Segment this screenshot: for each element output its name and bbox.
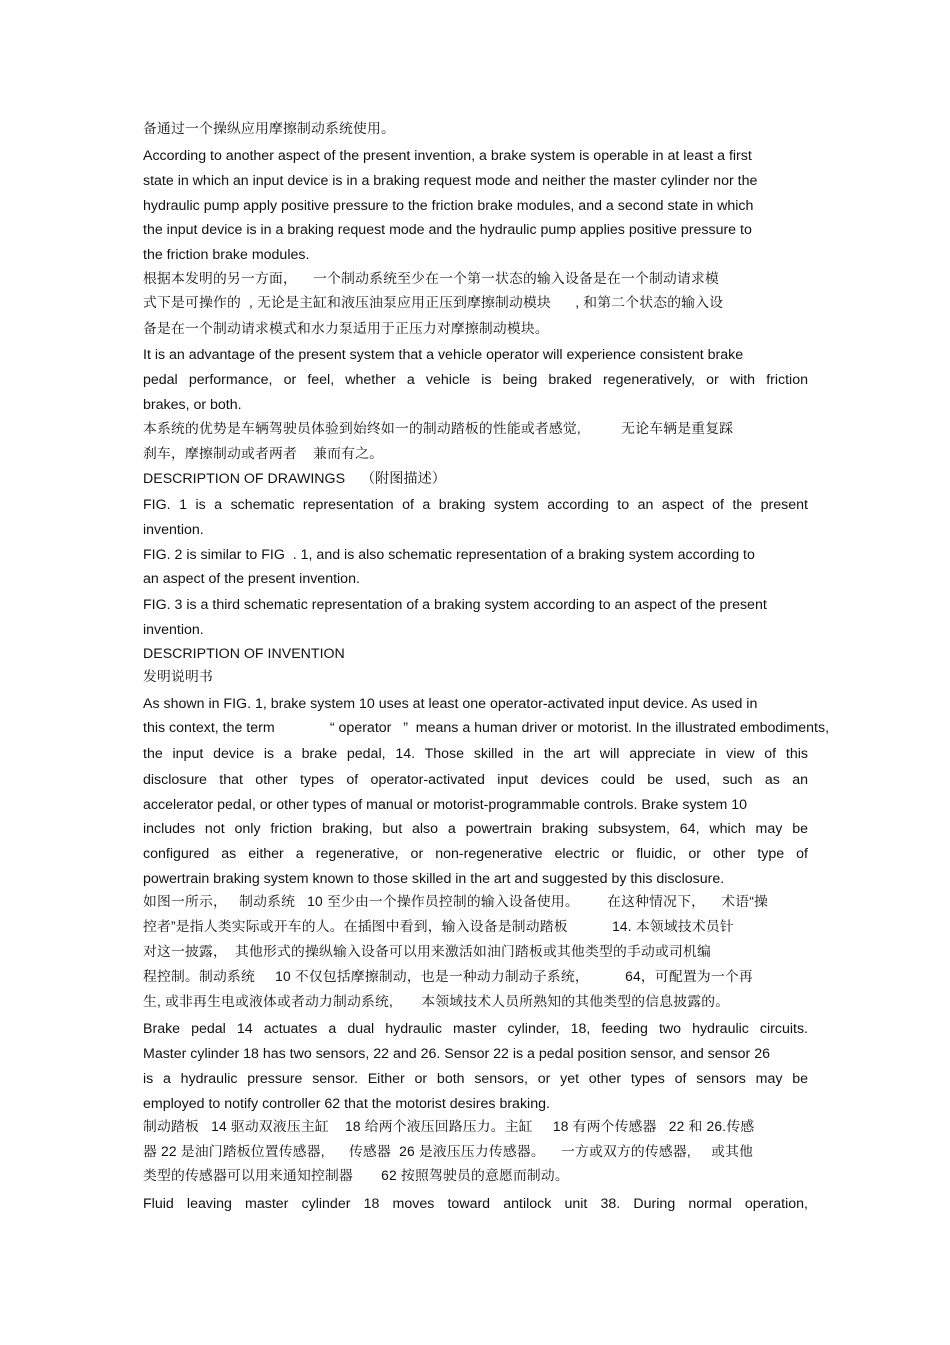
text-line: pedal performance, or feel, whether a vehicle is being braked regeneratively, or with friction	[143, 372, 808, 388]
text-line: Master cylinder 18 has two sensors, 22 and 26. Sensor 22 is a pedal position sensor, and sensor 26	[143, 1046, 770, 1062]
text-line: powertrain braking system known to those skilled in the art and suggested by this disclosure.	[143, 871, 725, 887]
text-line: FIG. 2 is similar to FIG . 1, and is also schematic representation of a braking system according to	[143, 547, 755, 563]
text-line: It is an advantage of the present system that a vehicle operator will experience consistent brake	[143, 347, 744, 363]
text-line: 器 22 是油门踏板位置传感器, 传感器 26 是液压压力传感器。 一方或双方的传感器, 或其他	[143, 1144, 754, 1159]
text-line: As shown in FIG. 1, brake system 10 uses at least one operator-activated input device. As used in	[143, 696, 758, 712]
section-heading: DESCRIPTION OF DRAWINGS （附图描述）	[143, 471, 446, 487]
text-line: the friction brake modules.	[143, 247, 310, 263]
text-line: According to another aspect of the present invention, a brake system is operable in at least a first	[143, 148, 752, 164]
text-line: the input device is a brake pedal, 14. Those skilled in the art will appreciate in view of this	[143, 746, 808, 762]
text-line: includes not only friction braking, but also a powertrain braking subsystem, 64, which may be	[143, 821, 808, 837]
text-line: the input device is in a braking request mode and the hydraulic pump applies positive pressure to	[143, 222, 752, 238]
text-line: 控者”是指人类实际或开车的人。在插图中看到，输入设备是制动踏板 14. 本领域技术员针	[143, 919, 734, 934]
text-line: state in which an input device is in a braking request mode and neither the master cylinder nor the	[143, 173, 758, 189]
text-line: is a hydraulic pressure sensor. Either or both sensors, or yet other types of sensors may be	[143, 1071, 808, 1087]
text-line: 生, 或非再生电或液体或者动力制动系统, 本领域技术人员所熟知的其他类型的信息披露的。	[143, 994, 730, 1009]
text-line: 本系统的优势是车辆驾驶员体验到始终如一的制动踏板的性能或者感觉, 无论车辆是重复踩	[143, 421, 734, 436]
text-line: hydraulic pump apply positive pressure to the friction brake modules, and a second state in which	[143, 198, 754, 214]
text-line: FIG. 1 is a schematic representation of a braking system according to an aspect of the present	[143, 497, 808, 513]
text-line: accelerator pedal, or other types of manual or motorist-programmable controls. Brake system 10	[143, 797, 748, 813]
text-line: invention.	[143, 522, 204, 538]
text-line: 式下是可操作的 , 无论是主缸和液压油泵应用正压到摩擦制动模块 , 和第二个状态的输入设	[143, 295, 724, 310]
text-line: employed to notify controller 62 that the motorist desires braking.	[143, 1096, 550, 1112]
text-line: 对这一披露， 其他形式的操纵输入设备可以用来激活如油门踏板或其他类型的手动或司机编	[143, 944, 711, 959]
text-line: Brake pedal 14 actuates a dual hydraulic master cylinder, 18, feeding two hydraulic circuits.	[143, 1021, 808, 1037]
section-heading: 发明说明书	[143, 669, 213, 684]
text-line: 程控制。制动系统 10 不仅包括摩擦制动，也是一种动力制动子系统， 64，可配置为一个再	[143, 969, 753, 984]
text-line: brakes, or both.	[143, 397, 242, 413]
text-line: FIG. 3 is a third schematic representation of a braking system according to an aspect of the present	[143, 597, 767, 613]
text-line: 类型的传感器可以用来通知控制器 62 按照驾驶员的意愿而制动。	[143, 1168, 569, 1183]
text-line: 备是在一个制动请求模式和水力泵适用于正压力对摩擦制动模块。	[143, 321, 549, 336]
text-line: disclosure that other types of operator-activated input devices could be used, such as an	[143, 772, 808, 788]
text-line: invention.	[143, 622, 204, 638]
text-line: 制动踏板 14 驱动双液压主缸 18 给两个液压回路压力。主缸 18 有两个传感器 22 和 26.传感	[143, 1119, 755, 1134]
text-line: 根据本发明的另一方面， 一个制动系统至少在一个第一状态的输入设备是在一个制动请求模	[143, 271, 720, 286]
text-line: 备通过一个操纵应用摩擦制动系统使用。	[143, 121, 395, 136]
section-heading: DESCRIPTION OF INVENTION	[143, 646, 345, 662]
text-line: Fluid leaving master cylinder 18 moves toward antilock unit 38. During normal operation,	[143, 1196, 808, 1212]
text-line: 刹车，摩擦制动或者两者 兼而有之。	[143, 446, 384, 461]
text-line: 如图一所示， 制动系统 10 至少由一个操作员控制的输入设备使用。 在这种情况下， 术语“操	[143, 894, 769, 909]
text-line: an aspect of the present invention.	[143, 571, 360, 587]
text-line: this context, the term “ operator ” means a human driver or motorist. In the illustrated embodiments,	[143, 720, 830, 736]
text-line: configured as either a regenerative, or non-regenerative electric or fluidic, or other type of	[143, 846, 808, 862]
